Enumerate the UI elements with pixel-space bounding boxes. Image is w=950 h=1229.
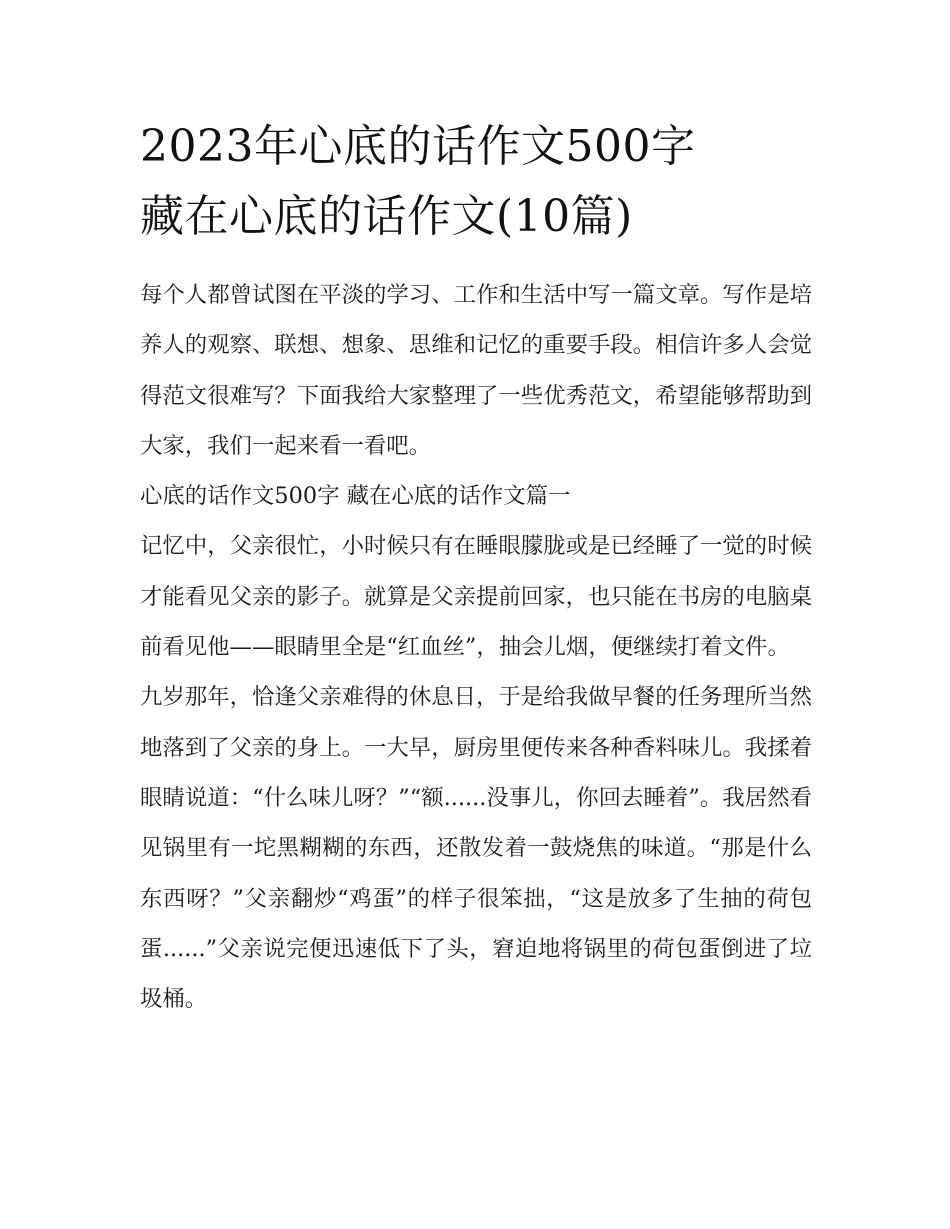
document-content	[140, 112, 812, 1024]
title-line-2: 藏在心底的话作文(10篇)	[140, 191, 633, 242]
document-title	[140, 112, 812, 252]
intro-paragraph: 每个人都曾试图在平淡的学习、工作和生活中写一篇文章。写作是培养人的观察、联想、想象、思维和记忆的重要手段。相信许多人会觉得范文很难写？下面我给大家整理了一些优秀范文，希望能够帮助到大家，我们一起来看一看吧。	[140, 282, 812, 459]
document-body	[140, 270, 812, 1024]
body-paragraph-2: 九岁那年，恰逢父亲难得的休息日，于是给我做早餐的任务理所当然地落到了父亲的身上。一大早，厨房里便传来各种香料味儿。我揉着眼睛说道：“什么味儿呀？”“额......没事儿，你回去睡着”。我居然看见锅里有一坨黑糊糊的东西，还散发着一鼓烧焦的味道。“那是什么东西呀？”父亲翻炒“鸡蛋”的样子很笨拙，“这是放多了生抽的荷包蛋......”父亲说完便迅速低下了头，窘迫地将锅里的荷包蛋倒进了垃圾桶。	[140, 684, 812, 1013]
title-line-1: 2023年心底的话作文500字	[140, 121, 696, 172]
body-paragraph-1: 记忆中，父亲很忙，小时候只有在睡眼朦胧或是已经睡了一觉的时候才能看见父亲的影子。就算是父亲提前回家，也只能在书房的电脑桌前看见他——眼睛里全是“红血丝”，抽会儿烟，便继续打着文件。	[140, 533, 812, 661]
section-heading: 心底的话作文500字 藏在心底的话作文篇一	[140, 483, 571, 510]
